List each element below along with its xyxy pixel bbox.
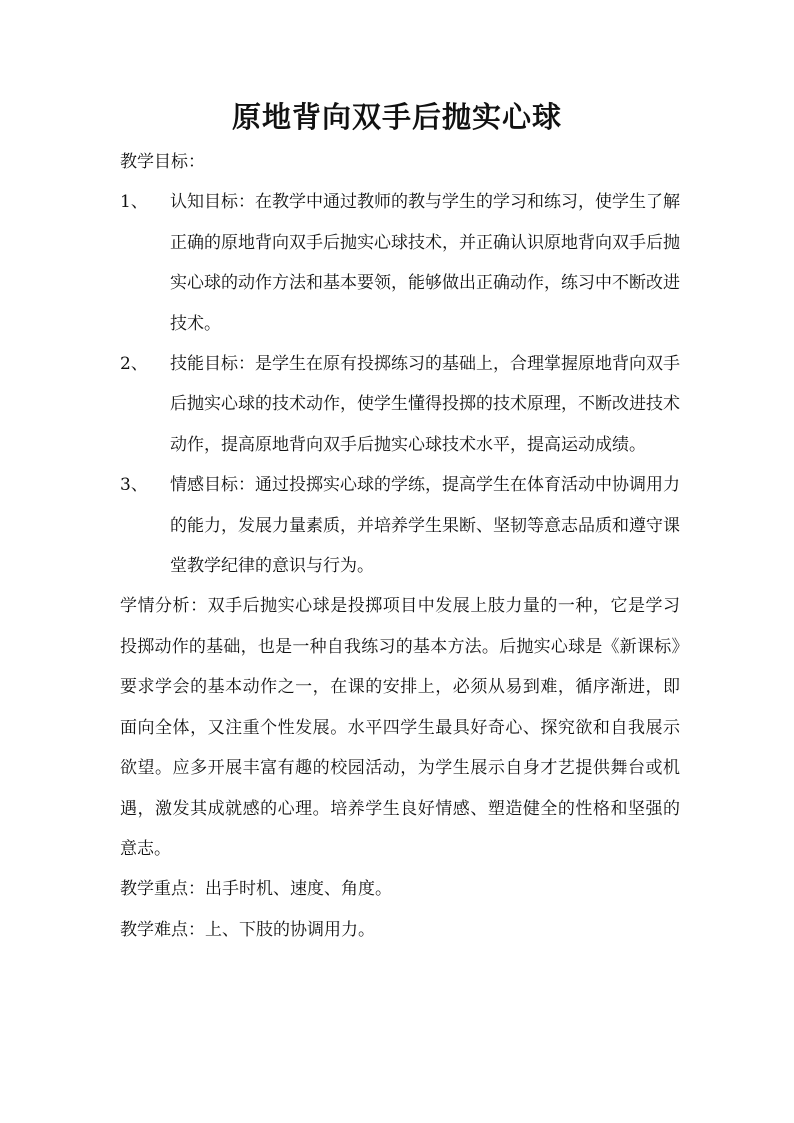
document-title: 原地背向双手后抛实心球 (231, 100, 562, 134)
learning-analysis-paragraph: 学情分析：双手后抛实心球是投掷项目中发展上肢力量的一种，它是学习投掷动作的基础，也是一种自我练习的基本方法。后抛实心球是《新课标》要求学会的基本动作之一，在课的安排上，必须从易到难，循序渐进，即面向全体，又注重个性发展。水平四学生最具好奇心、探究欲和自我展示欲望。应多开展丰富有趣的校园活动，为学生展示自身才艺提供舞台或机遇，激发其成就感的心理。培养学生良好情感、塑造健全的性格和坚强的意志。 (120, 596, 680, 859)
objective-number: 1、 (120, 192, 148, 213)
objective-text: 情感目标：通过投掷实心球的学练，提高学生在体育活动中协调用力的能力，发展力量素质，并培养学生果断、坚韧等意志品质和遵守课堂教学纪律的意识与行为。 (170, 475, 680, 577)
objective-item-1 (120, 182, 680, 344)
document-body (120, 142, 680, 950)
objectives-heading: 教学目标： (120, 152, 205, 172)
objective-number: 3、 (120, 475, 148, 496)
objective-item-3 (120, 465, 680, 586)
objective-text: 技能目标：是学生在原有投掷练习的基础上，合理掌握原地背向双手后抛实心球的技术动作，使学生懂得投掷的技术原理，不断改进技术动作，提高原地背向双手后抛实心球技术水平，提高运动成绩。 (170, 354, 680, 455)
objective-item-2 (120, 344, 680, 465)
objective-number: 2、 (120, 354, 148, 375)
teaching-key-points: 教学重点：出手时机、速度、角度。 (120, 879, 392, 900)
teaching-difficulties: 教学难点：上、下肢的协调用力。 (120, 919, 375, 940)
objective-text: 认知目标：在教学中通过教师的教与学生的学习和练习，使学生了解正确的原地背向双手后抛实心球技术，并正确认识原地背向双手后抛实心球的动作方法和基本要领，能够做出正确动作，练习中不断改进技术。 (170, 192, 680, 334)
